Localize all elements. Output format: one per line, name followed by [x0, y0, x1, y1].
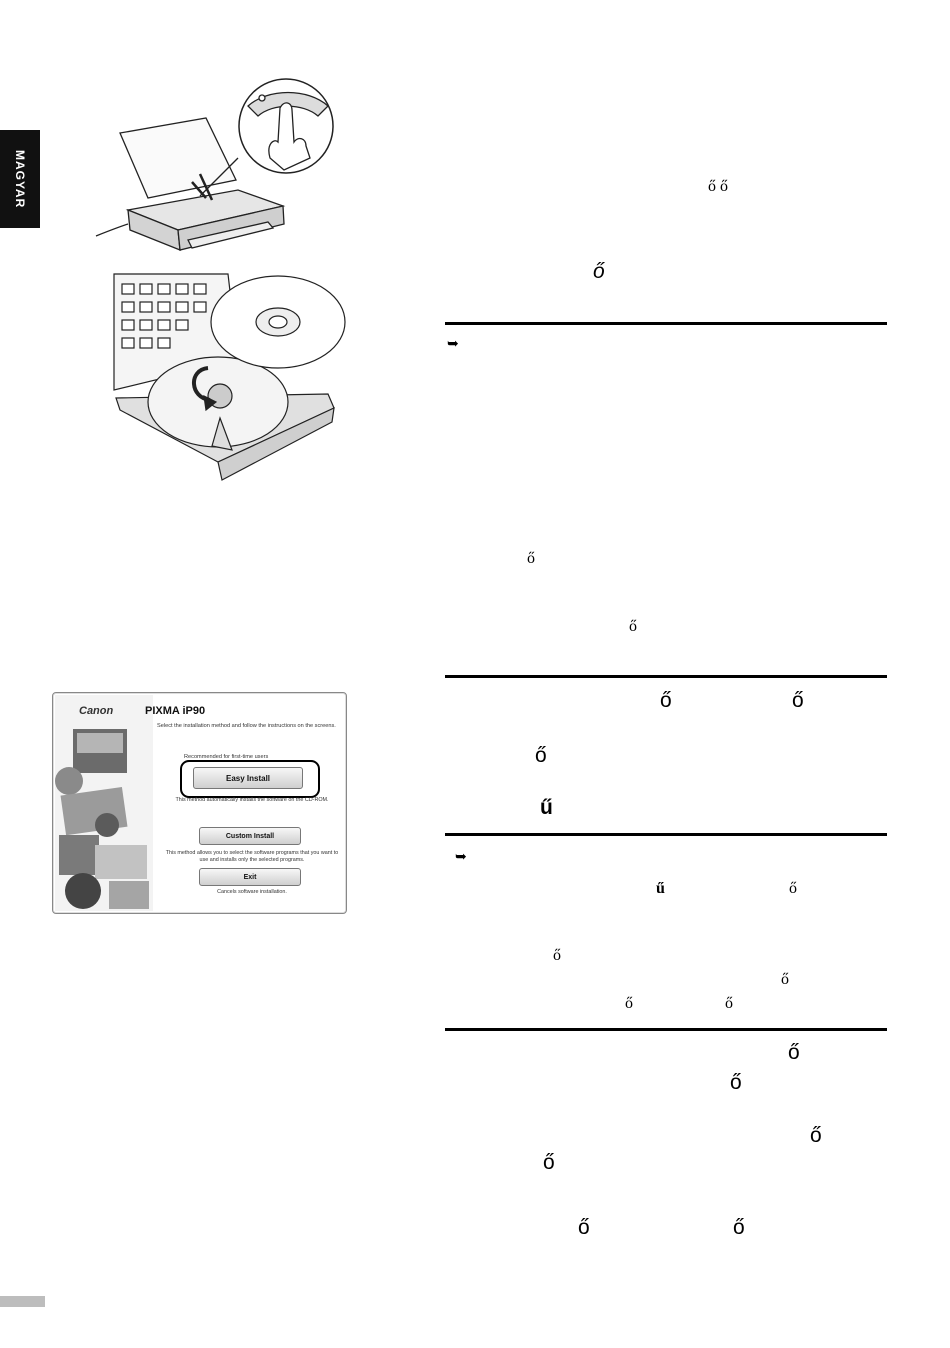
note-arrow-icon: ➥	[447, 336, 459, 352]
installer-sidebar	[55, 695, 153, 911]
body-glyph: ő	[733, 1216, 745, 1239]
body-glyph: ő	[810, 1124, 822, 1147]
body-glyph: ő	[553, 947, 561, 964]
body-glyph: ő	[535, 744, 547, 767]
section-divider	[445, 675, 887, 678]
section-divider	[445, 1028, 887, 1031]
body-glyph: ő ő	[708, 178, 728, 195]
body-glyph: ő	[725, 995, 733, 1012]
body-glyph: ő	[660, 689, 672, 712]
body-glyph: ő	[788, 1041, 800, 1064]
body-glyph: ő	[625, 995, 633, 1012]
installer-title: PIXMA iP90	[145, 705, 206, 717]
canon-logo: Canon	[79, 705, 114, 717]
cd-rom-insert-illustration	[108, 270, 354, 486]
section-divider	[445, 322, 887, 325]
body-glyph: ő	[629, 618, 637, 635]
body-glyph: ő	[792, 689, 804, 712]
exit-note: Cancels software installation.	[217, 889, 287, 895]
language-tab-label: MAGYAR	[13, 149, 27, 209]
body-glyph: ő	[730, 1071, 742, 1094]
easy-install-note: This method automatically installs the software on the CD-ROM.	[175, 797, 329, 803]
body-glyph: ő	[527, 550, 535, 567]
body-glyph: ő	[789, 880, 797, 897]
exit-button[interactable]: Exit	[199, 868, 301, 886]
body-glyph: ű	[540, 796, 553, 819]
body-glyph: ő	[781, 971, 789, 988]
page-number-bar	[0, 1296, 45, 1307]
easy-install-highlight	[180, 760, 320, 798]
body-glyph: ő	[578, 1216, 590, 1239]
custom-install-note: This method allows you to select the software programs that you want to use and installs only the selected programs.	[165, 850, 339, 863]
custom-install-button[interactable]: Custom Install	[199, 827, 301, 845]
language-tab	[0, 130, 40, 228]
installer-screenshot	[52, 692, 347, 914]
section-divider	[445, 833, 887, 836]
body-glyph: ő	[593, 260, 605, 283]
note-arrow-icon: ➥	[455, 849, 467, 865]
installer-description: Select the installation method and follow the instructions on the screens.	[157, 723, 336, 729]
body-glyph: ű	[656, 880, 665, 897]
recommended-label: Recommended for first-time users	[184, 754, 269, 760]
printer-power-illustration	[88, 78, 360, 268]
body-glyph: ő	[543, 1151, 555, 1174]
photo-collage-image	[55, 695, 153, 911]
easy-install-button[interactable]: Easy Install	[193, 767, 303, 789]
